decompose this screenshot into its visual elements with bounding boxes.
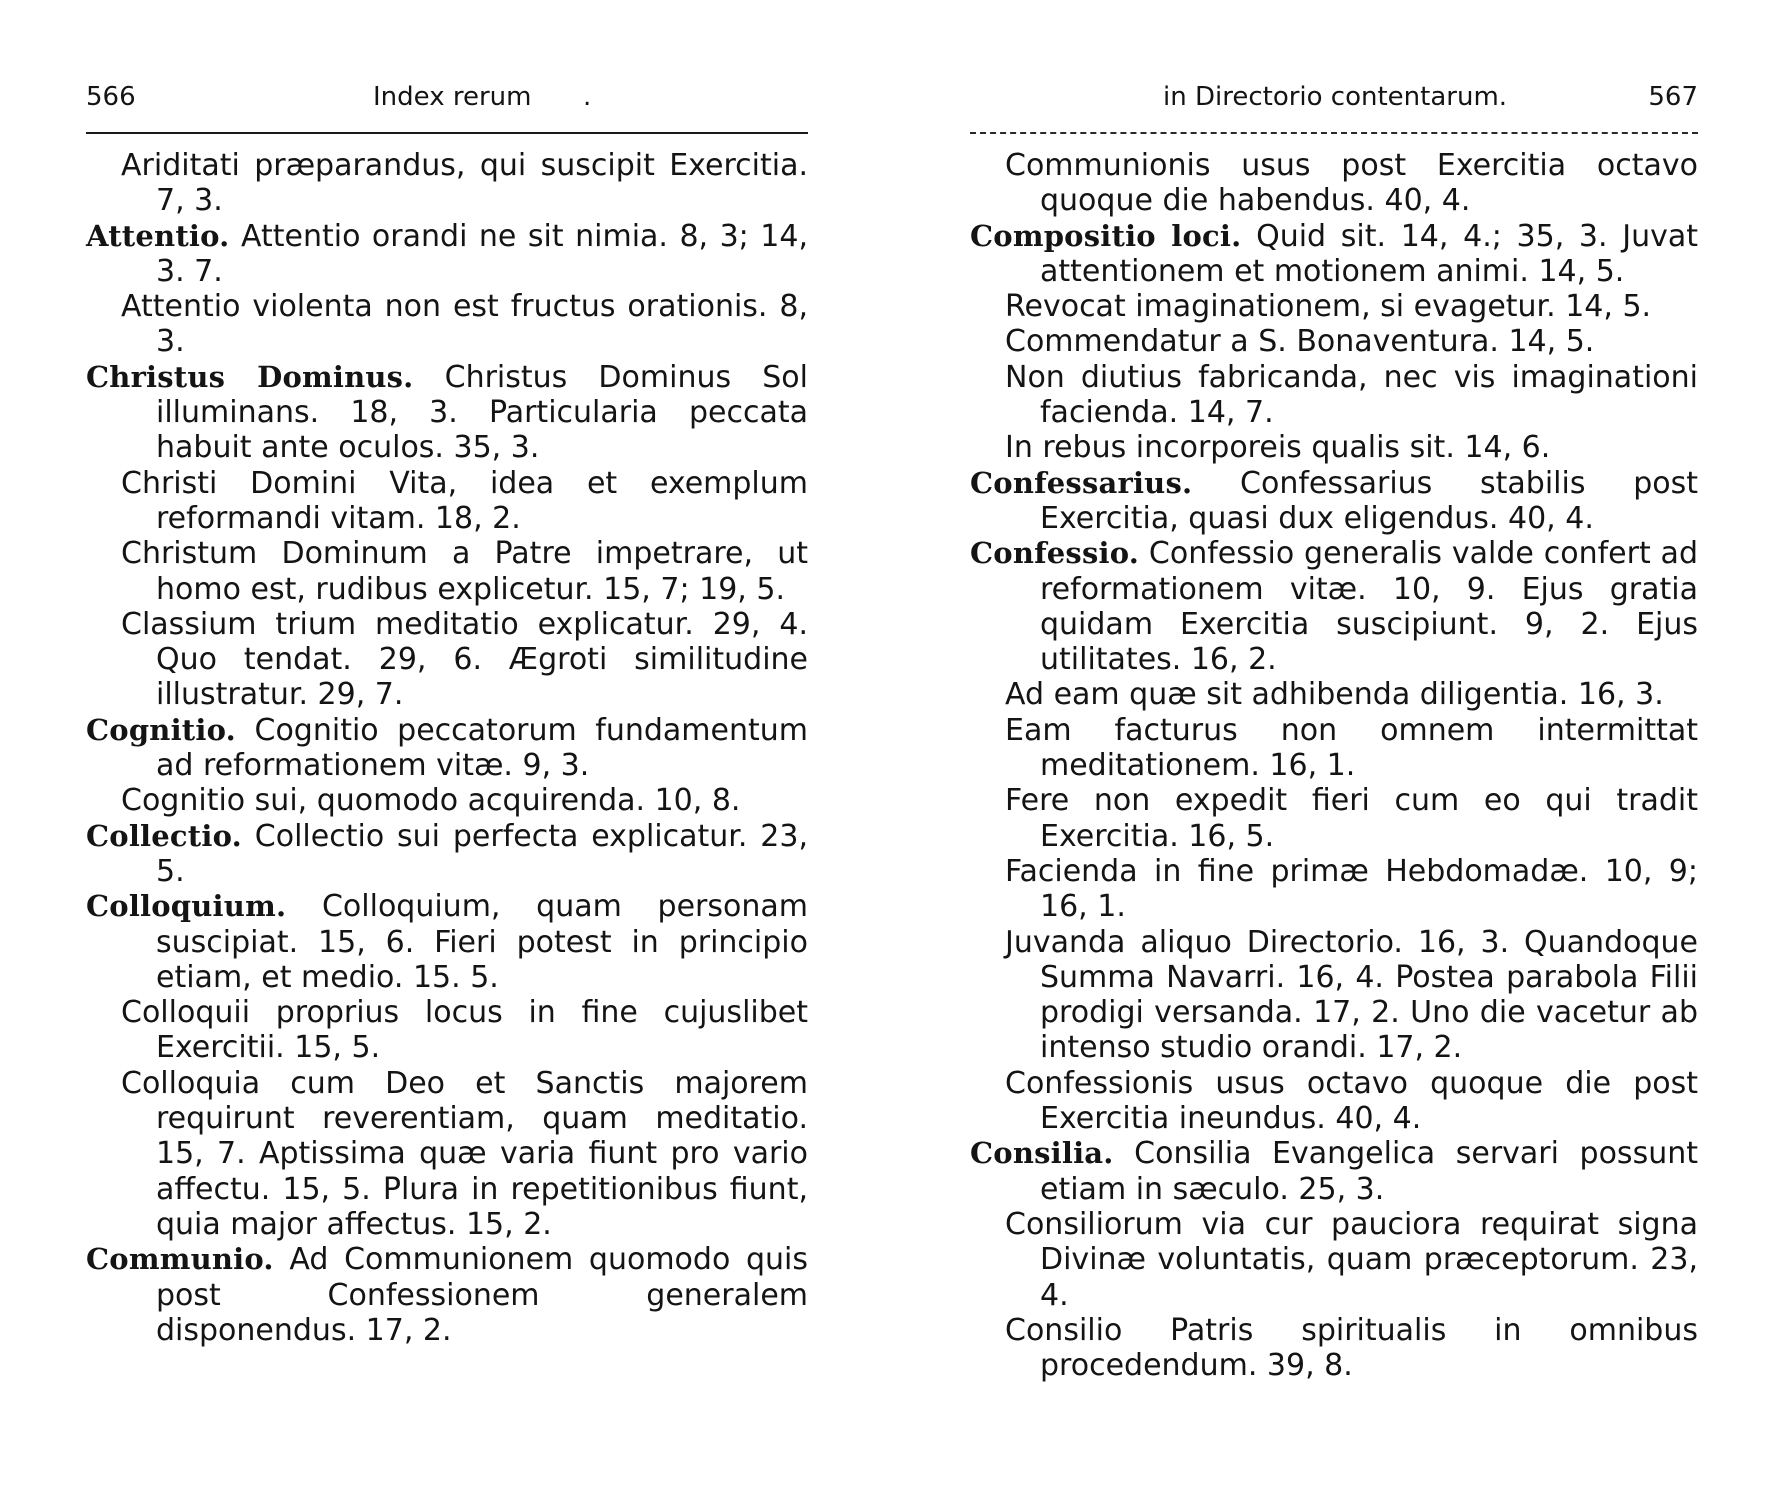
entry-headword: Communio. — [86, 1242, 274, 1277]
index-entry — [86, 219, 808, 290]
entry-headword: Collectio. — [86, 818, 242, 853]
index-subentry — [970, 148, 1698, 219]
index-subentry — [86, 995, 808, 1066]
index-subentry — [970, 783, 1698, 854]
entry-text: Colloquii proprius locus in fine cujuslibet Exercitii. 15, 5. — [121, 995, 808, 1066]
index-entry — [86, 819, 808, 890]
page-header — [86, 82, 808, 122]
index-subentry — [86, 1066, 808, 1242]
entry-text: Colloquium, quam personam suscipiat. 15, 6. Fieri potest in principio etiam, et medio. 15. 5. — [156, 889, 808, 995]
entry-headword: Attentio. — [86, 218, 230, 253]
index-entry — [970, 536, 1698, 677]
index-subentry — [86, 148, 808, 219]
entry-text: Confessionis usus octavo quoque die post Exercitia ineundus. 40, 4. — [1005, 1065, 1698, 1137]
entry-text: Collectio sui perfecta explicatur. 23, 5. — [156, 818, 808, 889]
page-number: 566 — [86, 82, 136, 112]
index-subentry — [86, 783, 808, 818]
page-header — [970, 82, 1698, 122]
index-entries — [970, 148, 1698, 1383]
entry-text: Classium trium meditatio explicatur. 29, 4. Quo tendat. 29, 6. Ægroti similitudine illustratur. 29, 7. — [121, 606, 808, 713]
index-entry — [86, 713, 808, 784]
index-subentry — [970, 289, 1698, 324]
index-entry — [86, 360, 808, 466]
entry-text: Facienda in fine primæ Hebdomadæ. 10, 9; 16, 1. — [1005, 853, 1698, 925]
entry-text: In rebus incorporeis qualis sit. 14, 6. — [1005, 430, 1551, 466]
header-rule — [86, 132, 808, 134]
entry-text: Confessarius stabilis post Exercitia, quasi dux eligendus. 40, 4. — [1040, 465, 1698, 536]
entry-headword: Compositio loci. — [970, 218, 1242, 253]
index-subentry — [970, 1207, 1698, 1313]
page-number: 567 — [1648, 82, 1698, 112]
entry-text: Consilia Evangelica servari possunt etiam in sæculo. 25, 3. — [1040, 1136, 1698, 1207]
entry-text: Christum Dominum a Patre impetrare, ut homo est, rudibus explicetur. 15, 7; 19, 5. — [121, 536, 808, 607]
index-subentry — [86, 536, 808, 607]
running-head-dot: . — [583, 82, 592, 112]
entry-text: Juvanda aliquo Directorio. 16, 3. Quandoque Summa Navarri. 16, 4. Postea parabola Filii prodigi versanda. 17, 2. Uno die vacetur ab intenso studio orandi. 17, 2. — [1005, 924, 1698, 1066]
entry-headword: Christus Dominus. — [86, 359, 414, 394]
entry-text: Ariditati præparandus, qui suscipit Exercitia. 7, 3. — [121, 148, 808, 219]
index-subentry — [970, 1313, 1698, 1384]
entry-text: Fere non expedit fieri cum eo qui tradit Exercitia. 16, 5. — [1005, 783, 1698, 854]
index-subentry — [970, 854, 1698, 925]
entry-text: Non diutius fabricanda, nec vis imaginationi facienda. 14, 7. — [1005, 359, 1698, 431]
entry-text: Consilio Patris spiritualis in omnibus procedendum. 39, 8. — [1005, 1312, 1698, 1384]
entry-text: Cognitio peccatorum fundamentum ad reformationem vitæ. 9, 3. — [156, 712, 808, 784]
index-subentry — [970, 1066, 1698, 1137]
entry-text: Confessio generalis valde confert ad reformationem vitæ. 10, 9. Ejus gratia quidam Exercitia suscipiunt. 9, 2. Ejus utilitates. 16, 2. — [1040, 536, 1698, 678]
index-subentry — [86, 466, 808, 537]
index-subentry — [970, 430, 1698, 465]
entry-text: Attentio orandi ne sit nimia. 8, 3; 14, 3. 7. — [156, 218, 808, 289]
index-entries — [86, 148, 808, 1348]
entry-headword: Consilia. — [970, 1136, 1114, 1171]
index-subentry — [970, 324, 1698, 359]
index-subentry — [970, 713, 1698, 784]
index-entry — [86, 1242, 808, 1348]
entry-text: Ad eam quæ sit adhibenda diligentia. 16, 3. — [1005, 677, 1664, 713]
entry-text: Christi Domini Vita, idea et exemplum reformandi vitam. 18, 2. — [121, 465, 808, 536]
entry-text: Revocat imaginationem, si evagetur. 14, 5. — [1005, 289, 1652, 325]
index-subentry — [86, 289, 808, 360]
entry-text: Eam facturus non omnem intermittat meditationem. 16, 1. — [1005, 712, 1698, 784]
index-entry — [86, 889, 808, 995]
entry-headword: Confessio. — [970, 536, 1140, 571]
index-subentry — [970, 360, 1698, 431]
header-rule — [970, 132, 1698, 134]
entry-text: Attentio violenta non est fructus orationis. 8, 3. — [121, 289, 808, 360]
entry-headword: Cognitio. — [86, 712, 236, 747]
running-head: in Directorio contentarum. — [1163, 82, 1508, 112]
entry-text: Cognitio sui, quomodo acquirenda. 10, 8. — [121, 783, 741, 819]
entry-text: Ad Communionem quomodo quis post Confessionem generalem disponendus. 17, 2. — [156, 1242, 808, 1348]
entry-text: Christus Dominus Sol illuminans. 18, 3. Particularia peccata habuit ante oculos. 35, 3. — [156, 359, 808, 466]
entry-text: Communionis usus post Exercitia octavo quoque die habendus. 40, 4. — [1005, 148, 1698, 219]
entry-text: Colloquia cum Deo et Sanctis majorem requirunt reverentiam, quam meditatio. 15, 7. Aptissima quæ varia fiunt pro vario affectu. 15, 5. Plura in repetitionibus fiunt, quia major affectus. 15, 2. — [121, 1065, 808, 1242]
index-subentry — [970, 677, 1698, 712]
entry-text: Consiliorum via cur pauciora requirat signa Divinæ voluntatis, quam præceptorum. 23, 4. — [1005, 1206, 1698, 1313]
entry-text: Quid sit. 14, 4.; 35, 3. Juvat attentionem et motionem animi. 14, 5. — [1040, 218, 1698, 289]
index-subentry — [970, 925, 1698, 1066]
entry-headword: Confessarius. — [970, 465, 1193, 500]
running-head: Index rerum — [373, 82, 532, 112]
index-entry — [970, 219, 1698, 290]
index-entry — [970, 1136, 1698, 1207]
entry-text: Commendatur a S. Bonaventura. 14, 5. — [1005, 324, 1595, 360]
entry-headword: Colloquium. — [86, 889, 287, 924]
index-entry — [970, 466, 1698, 537]
index-subentry — [86, 607, 808, 713]
